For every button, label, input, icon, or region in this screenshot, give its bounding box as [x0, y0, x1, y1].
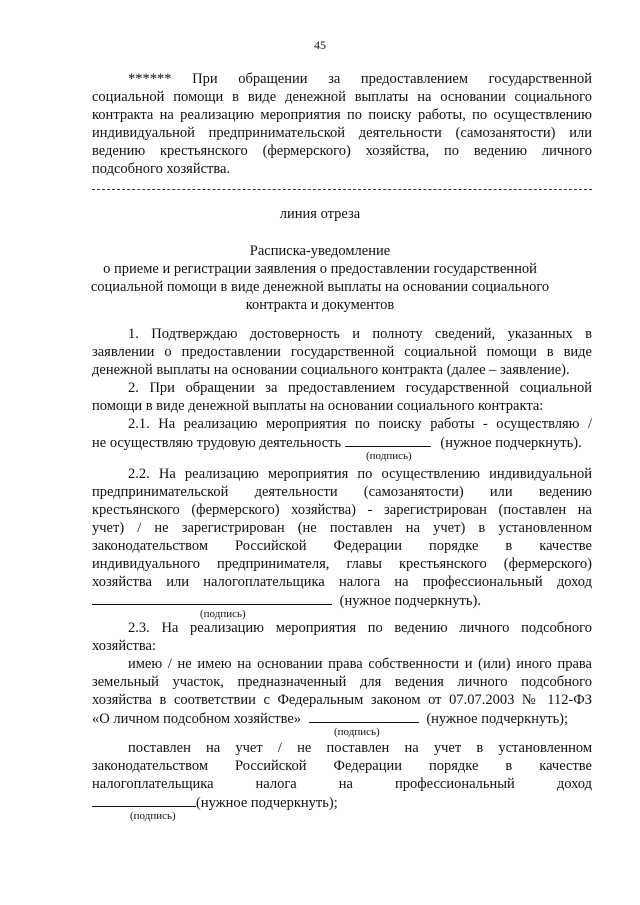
item22-line: индивидуального предпринимателя, главы крестьянского (фермерского) [92, 556, 592, 572]
item23-land-tail: (нужное подчеркнуть); [426, 711, 569, 727]
item22-tail: (нужное подчеркнуть). [339, 593, 481, 609]
item1-line: заявлении о предоставлении государственной социальной помощи в виде [92, 344, 592, 360]
cut-line-label: линия отреза [279, 206, 361, 222]
receipt-subtitle-line: о приеме и регистрации заявления о предоставлении государственной [103, 261, 537, 277]
item23-land-line: земельный участок, предназначенный для ведения личного подсобного [92, 674, 592, 690]
signature-label: (подпись) [130, 810, 176, 822]
footnote-line: контракта на реализацию мероприятия по поиску работы, по осуществлению [92, 107, 592, 123]
item23-land-line [92, 709, 568, 728]
item23-reg-line: поставлен на учет / не поставлен на учет в установленном [128, 740, 592, 756]
signature-field[interactable] [345, 433, 431, 447]
item23-land-line: имею / не имею на основании права собственности и (или) иного права [128, 656, 592, 672]
item21-line [92, 433, 582, 452]
item21-line: 2.1. На реализацию мероприятия по поиску работы - осуществляю / [128, 416, 592, 432]
page-number: 45 [314, 38, 326, 52]
item23-land-line: хозяйства в соответствии с Федеральным законом от 07.07.2003 № 112-ФЗ [92, 692, 592, 708]
item23-land-text: «О личном подсобном хозяйстве» [92, 711, 302, 727]
signature-field[interactable] [309, 709, 419, 723]
receipt-subtitle-line: социальной помощи в виде денежной выплаты на основании социального [90, 279, 550, 295]
item23-reg-line: налогоплательщика налога на профессиональный доход [92, 776, 592, 792]
item22-line: крестьянского (фермерского) хозяйства) - зарегистрирован (поставлен на [92, 502, 592, 518]
footnote-line: подсобного хозяйства. [92, 161, 231, 177]
signature-label: (подпись) [334, 726, 380, 738]
item2-line: помощи в виде денежной выплаты на основании социального контракта: [92, 398, 544, 414]
receipt-title: Расписка-уведомление [249, 243, 391, 259]
item23-reg-line [92, 793, 338, 812]
item23-reg-line: законодательством Российской Федерации порядке в качестве [92, 758, 592, 774]
item22-line: учет) / не зарегистрирован (не поставлен на учет) в установленном [92, 520, 592, 536]
item23-line: хозяйства: [92, 638, 156, 654]
footnote-line: ****** При обращении за предоставлением государственной [128, 71, 592, 87]
item21-text: не осуществляю трудовую деятельность [92, 435, 342, 451]
item2-line: 2. При обращении за предоставлением государственной социальной [128, 380, 592, 396]
signature-field[interactable] [92, 793, 196, 807]
item1-line: денежной выплаты на основании социального контракта (далее – заявление). [92, 362, 570, 378]
cut-line [92, 189, 592, 190]
item22-line [92, 591, 481, 610]
item23-line: 2.3. На реализацию мероприятия по ведению личного подсобного [128, 620, 592, 636]
item23-reg-tail: (нужное подчеркнуть); [196, 795, 338, 811]
signature-field[interactable] [92, 591, 332, 605]
item22-line: предпринимательской деятельности (самозанятости) или ведению [92, 484, 592, 500]
item21-tail: (нужное подчеркнуть). [440, 435, 582, 451]
item1-line: 1. Подтверждаю достоверность и полноту сведений, указанных в [128, 326, 592, 342]
footnote-line: ведению крестьянского (фермерского) хозяйства, по ведению личного [92, 143, 592, 159]
signature-label: (подпись) [200, 608, 246, 620]
signature-label: (подпись) [366, 450, 412, 462]
item22-line: законодательством Российской Федерации порядке в качестве [92, 538, 592, 554]
footnote-line: индивидуальной предпринимательской деятельности (самозанятости) или [92, 125, 592, 141]
item22-line: 2.2. На реализацию мероприятия по осуществлению индивидуальной [128, 466, 592, 482]
item22-line: хозяйства или налогоплательщика налога на профессиональный доход [92, 574, 592, 590]
receipt-subtitle-line: контракта и документов [245, 297, 395, 313]
footnote-line: социальной помощи в виде денежной выплаты на основании социального [92, 89, 592, 105]
